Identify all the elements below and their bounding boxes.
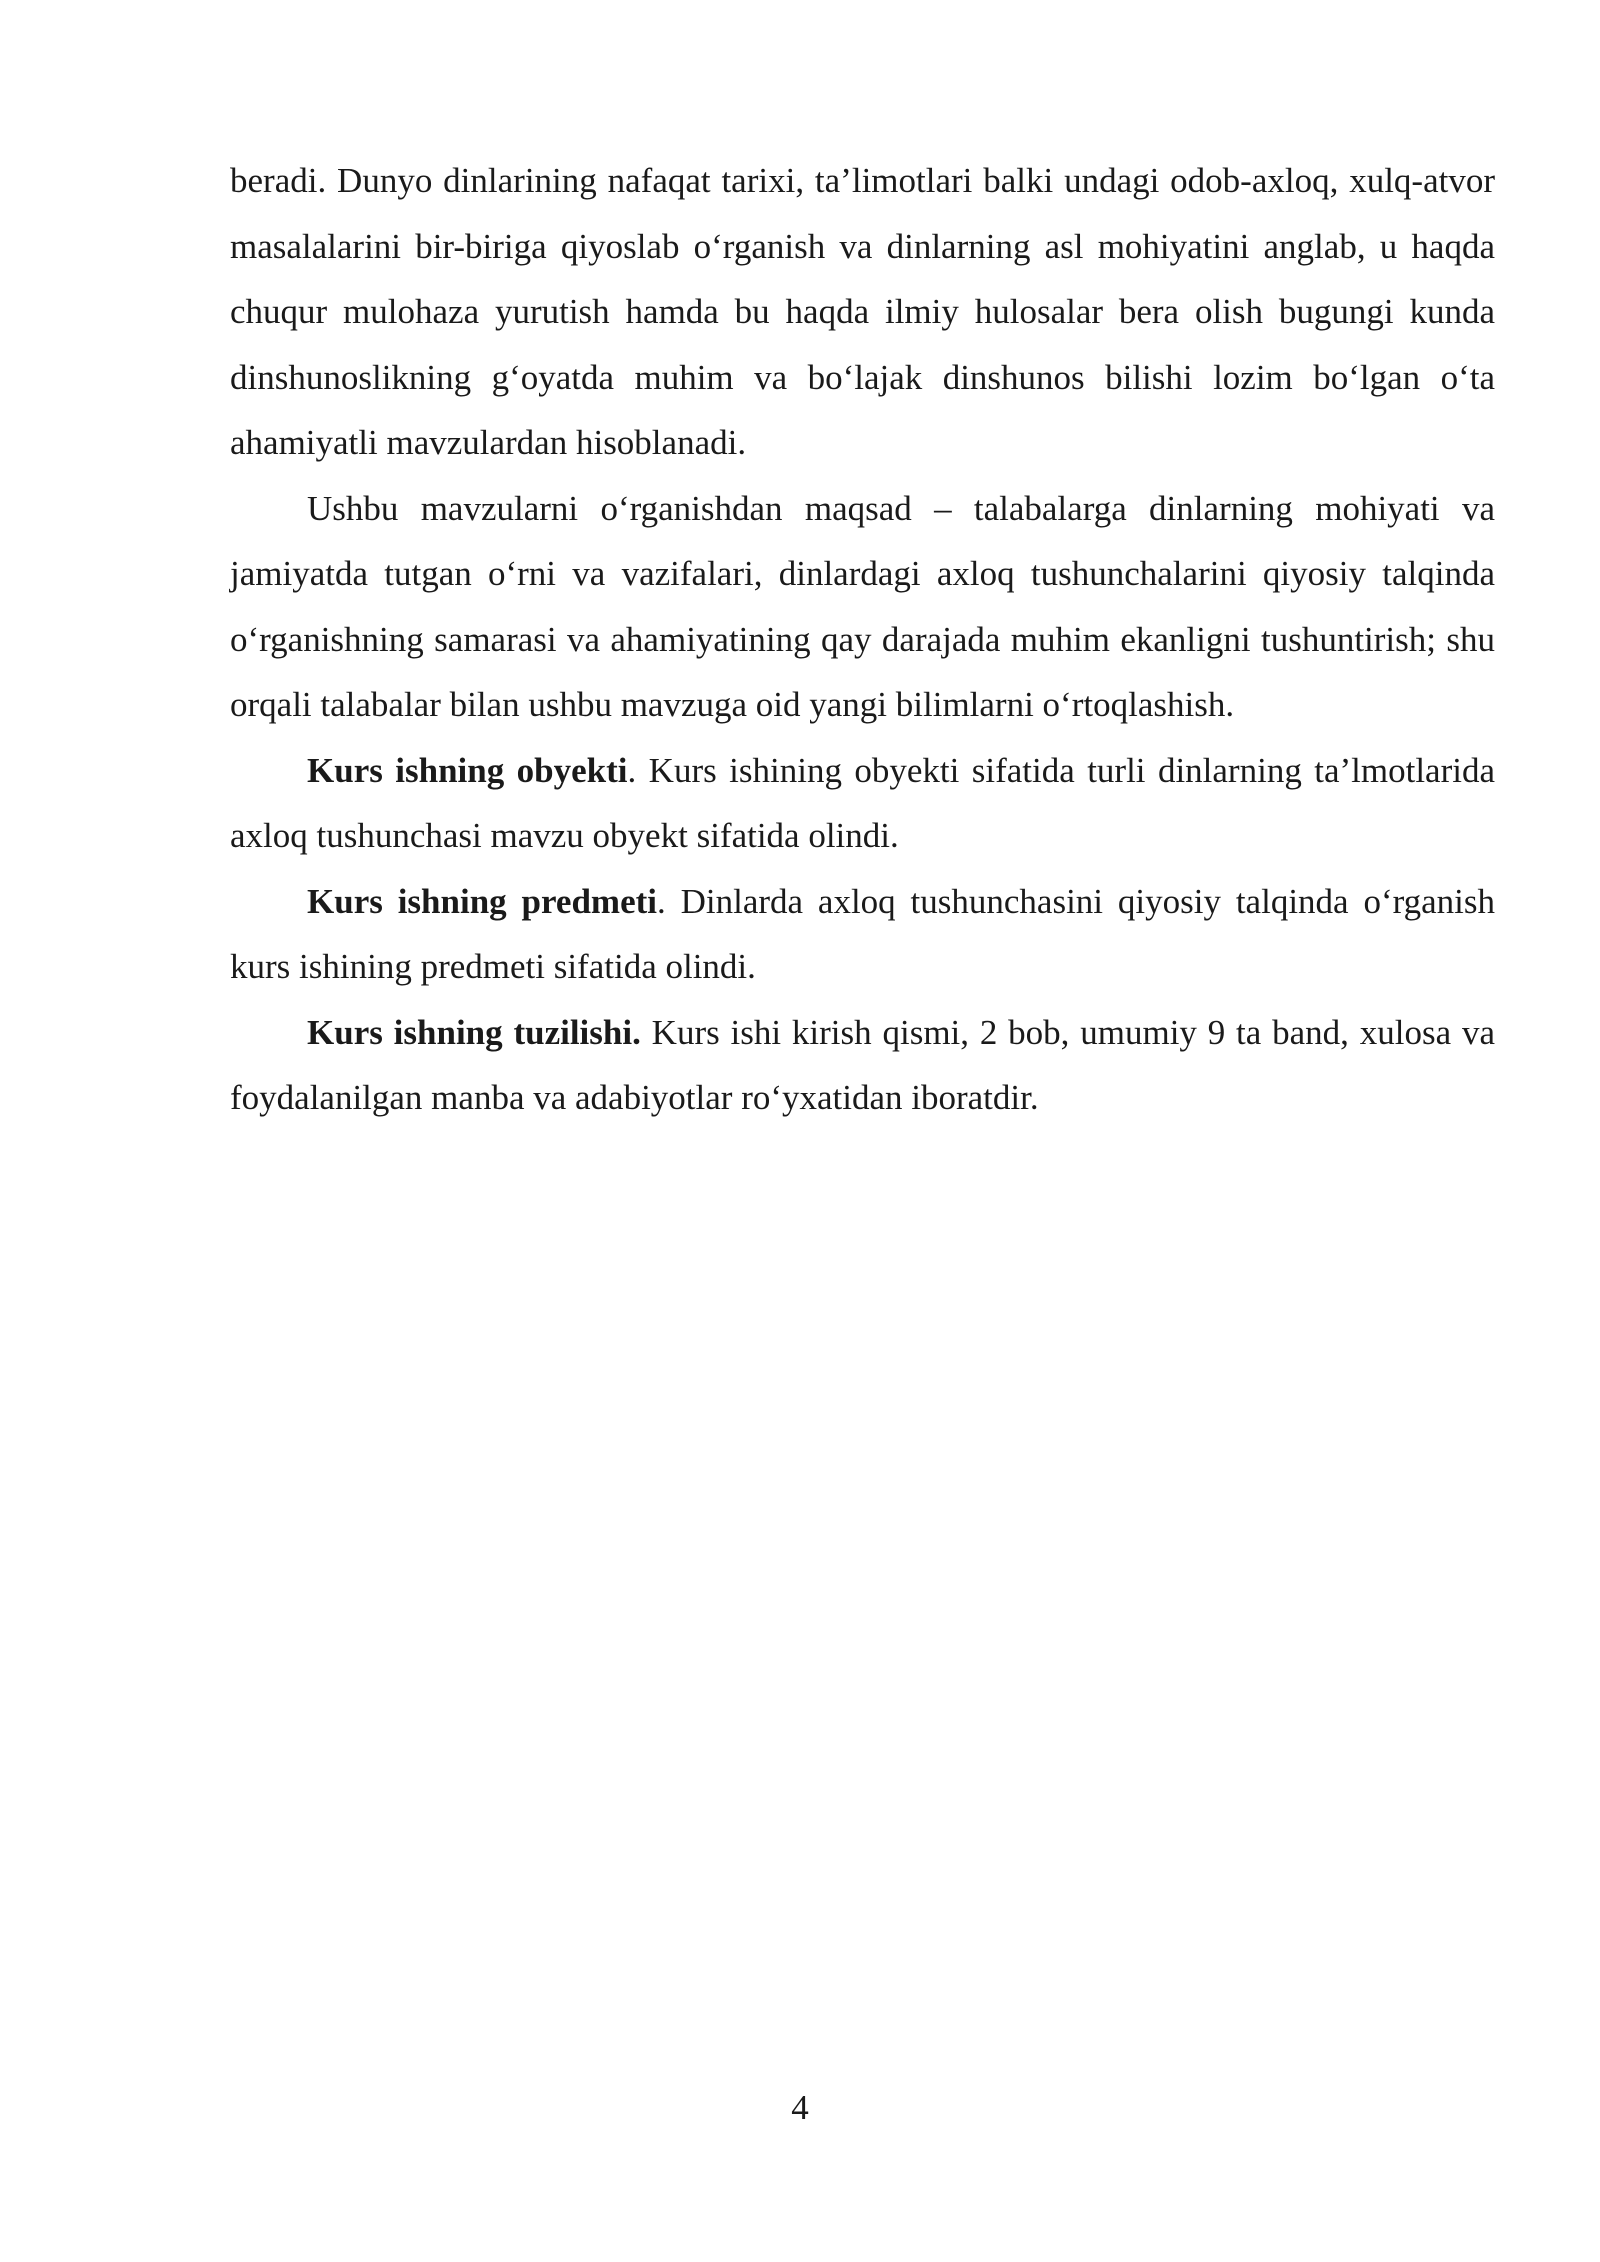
paragraph-heading: Kurs ishning tuzilishi. [307, 1012, 641, 1052]
paragraph-course-structure [230, 1000, 1495, 1131]
paragraph-text: . Kurs ishining obyekti sifatida turli dinlarning ta’lmotlarida axloq tushunchasi mavzu obyekt sifatida olindi. [230, 750, 1495, 855]
paragraph-text: Ushbu mavzularni o‘rganishdan maqsad – talabalarga dinlarning mohiyati va jamiyatda tutgan o‘rni va vazifalari, dinlardagi axloq tushunchalarini qiyosiy talqinda o‘rganishning samarasi va ahamiyatining qay darajada muhim ekanligni tushuntirish; shu orqali talabalar bilan ushbu mavzuga oid yangi bilimlarni o‘rtoqlashish. [230, 488, 1495, 724]
paragraph-text: . Dinlarda axloq tushunchasini qiyosiy talqinda o‘rganish kurs ishining predmeti sifatida olindi. [230, 881, 1495, 986]
paragraph-heading: Kurs ishning predmeti [307, 881, 657, 921]
paragraph-text: beradi. Dunyo dinlarining nafaqat tarixi, ta’limotlari balki undagi odob-axloq, xulq-atvor masalalarini bir-biriga qiyoslab o‘rganish va dinlarning asl mohiyatini anglab, u haqda chuqur mulohaza yurutish hamda bu haqda ilmiy hulosalar bera olish bugungi kunda dinshunoslikning g‘oyatda muhim va bo‘lajak dinshunos bilishi lozim bo‘lgan o‘ta ahamiyatli mavzulardan hisoblanadi. [230, 161, 1495, 462]
paragraph-course-subject [230, 869, 1495, 1000]
page-number: 4 [791, 2088, 809, 2127]
paragraph-continuation [230, 148, 1495, 476]
paragraph-heading: Kurs ishning obyekti [307, 750, 628, 790]
paragraph-purpose [230, 476, 1495, 738]
body-text [230, 148, 1495, 1131]
paragraph-course-object [230, 738, 1495, 869]
paragraph-text: Kurs ishi kirish qismi, 2 bob, umumiy 9 ta band, xulosa va foydalanilgan manba va adabiyotlar ro‘yxatidan iboratdir. [230, 1012, 1495, 1117]
